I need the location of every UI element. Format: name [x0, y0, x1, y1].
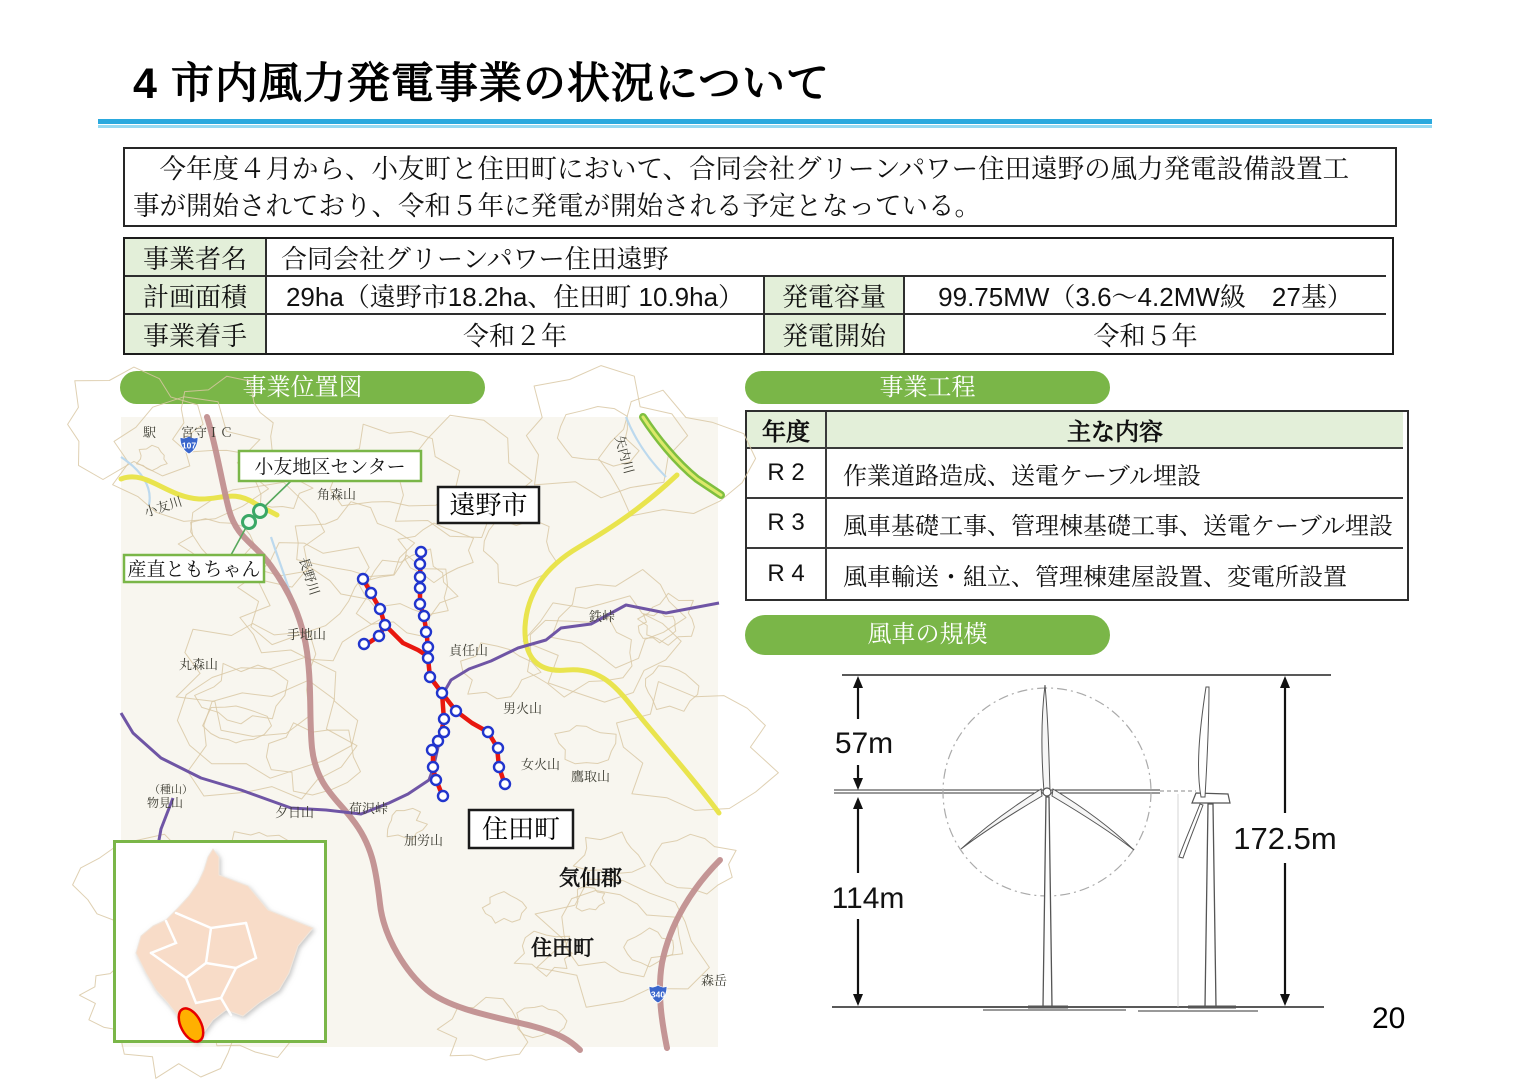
place-label: 荷沢峠	[349, 801, 389, 816]
turbine-marker	[423, 642, 433, 652]
front-blade-right	[1052, 789, 1134, 850]
schedule-row-year: R 3	[747, 499, 827, 549]
place-label: 駅	[143, 425, 157, 440]
front-blade-up	[1042, 685, 1050, 792]
turbine-marker	[358, 574, 368, 584]
poi-label: 産直ともちゃん	[127, 559, 261, 581]
turbine-marker	[415, 559, 425, 569]
title-underline-rule	[98, 119, 1432, 124]
turbine-marker	[431, 775, 441, 785]
city-name: 遠野市	[449, 490, 528, 520]
turbine-marker	[419, 611, 429, 621]
turbine-marker	[374, 631, 384, 641]
side-blade-up	[1199, 687, 1209, 797]
schedule-row-content: 風車基礎工事、管理棟基礎工事、送電ケーブル埋設	[827, 499, 1403, 549]
turbine-marker	[380, 620, 390, 630]
section-pill-turbine-scale: 風車の規模	[745, 615, 1110, 655]
place-label: 小友川	[142, 493, 185, 520]
turbine-marker	[437, 688, 447, 698]
turbine-marker	[428, 762, 438, 772]
operator-label: 事業者名	[125, 239, 267, 277]
schedule-row-year: R 2	[747, 449, 827, 499]
turbine-marker	[439, 714, 449, 724]
place-label: 矢内川	[612, 433, 637, 476]
turbine-marker	[494, 762, 504, 772]
operator-value: 合同会社グリーンパワー住田遠野	[267, 239, 1386, 277]
turbine-marker	[416, 547, 426, 557]
turbine-marker	[500, 779, 510, 789]
inset-locator-map	[113, 840, 327, 1043]
project-info-table	[123, 237, 1394, 355]
front-hub	[1043, 788, 1051, 796]
turbine-marker	[423, 653, 433, 663]
turbine-marker	[415, 572, 425, 582]
turbine-marker	[415, 583, 425, 593]
turbine-marker	[451, 706, 461, 716]
turbine-marker	[427, 745, 437, 755]
city-name: 住田町	[481, 814, 561, 844]
turbine-marker	[493, 743, 503, 753]
poi-point	[254, 505, 267, 518]
city-outline	[136, 849, 313, 1043]
total-dimension-label: 172.5m	[1233, 821, 1337, 856]
page-number: 20	[1372, 1002, 1406, 1035]
schedule-table	[745, 410, 1409, 601]
place-label: 夕日山	[275, 805, 315, 820]
place-label: 気仙郡	[559, 867, 622, 890]
rotor-dimension-label: 57m	[834, 727, 894, 760]
inset-map-svg	[116, 843, 324, 1040]
place-label: 物見山	[147, 796, 184, 810]
place-label: 鷹取山	[571, 769, 611, 784]
page-title: 4 市内風力発電事業の状況について	[133, 60, 831, 108]
turbine-marker	[421, 627, 431, 637]
place-label: 加労山	[404, 833, 444, 848]
side-blade-down	[1179, 804, 1203, 858]
turbine-marker	[359, 639, 369, 649]
turbine-marker	[483, 727, 493, 737]
turbine-diagram-svg	[828, 663, 1408, 1068]
side-tower	[1205, 804, 1216, 1007]
route-badge-number: 107	[181, 440, 197, 451]
front-blade-left	[961, 789, 1042, 849]
turbine-scale-diagram	[828, 663, 1408, 1068]
place-label: 鉄峠	[589, 609, 616, 624]
place-label: 森岳	[701, 973, 728, 988]
start-label: 事業着手	[125, 315, 267, 353]
generation-value: 令和５年	[1093, 320, 1198, 351]
poi-point	[243, 516, 256, 529]
hub-dimension-label: 114m	[831, 882, 905, 915]
place-label: 角森山	[317, 487, 357, 502]
side-nacelle	[1192, 793, 1230, 803]
schedule-header-year: 年度	[747, 412, 827, 449]
place-label: 住田町	[531, 937, 594, 960]
area-value: 29ha（遠野市18.2ha、住田町 10.9ha）	[267, 277, 765, 315]
poi-label: 小友地区センター	[254, 457, 406, 478]
front-tower	[1043, 797, 1052, 1007]
schedule-header-content: 主な内容	[827, 412, 1403, 449]
section-pill-schedule: 事業工程	[745, 371, 1110, 404]
route-badge-number: 340	[650, 989, 666, 1000]
schedule-row-content: 風車輸送・組立、管理棟建屋設置、変電所設置	[843, 563, 1347, 591]
section-pill-location-map: 事業位置図	[120, 371, 485, 404]
turbine-marker	[375, 604, 385, 614]
area-label: 計画面積	[125, 277, 267, 315]
place-label: 長野川	[296, 555, 323, 598]
capacity-label: 発電容量	[765, 277, 905, 315]
intro-box	[123, 147, 1397, 227]
start-value: 令和２年	[267, 315, 765, 353]
schedule-row-content: 作業道路造成、送電ケーブル埋設	[827, 449, 1403, 499]
title-underline-rule-light	[98, 125, 1432, 128]
turbine-marker	[438, 791, 448, 801]
turbine-marker	[415, 599, 425, 609]
place-label: （種山）	[149, 784, 193, 796]
place-label: 丸森山	[179, 657, 219, 672]
intro-line-1: 今年度４月から、小友町と住田町において、合同会社グリーンパワー住田遠野の風力発電設備設置工	[133, 154, 1350, 184]
place-label: 女火山	[521, 757, 561, 772]
schedule-row-year: R 4	[747, 549, 827, 599]
turbine-marker	[425, 672, 435, 682]
turbine-marker	[366, 588, 376, 598]
place-label: 手地山	[287, 627, 327, 642]
intro-line-2: 事が開始されており、令和５年に発電が開始される予定となっている。	[133, 191, 981, 221]
place-label: 男火山	[503, 701, 543, 716]
generation-label: 発電開始	[765, 315, 905, 353]
place-label: 貞任山	[449, 643, 489, 658]
place-label: 宮守ＩＣ	[181, 425, 234, 440]
capacity-value: 99.75MW（3.6～4.2MW級 27基）	[905, 277, 1386, 315]
